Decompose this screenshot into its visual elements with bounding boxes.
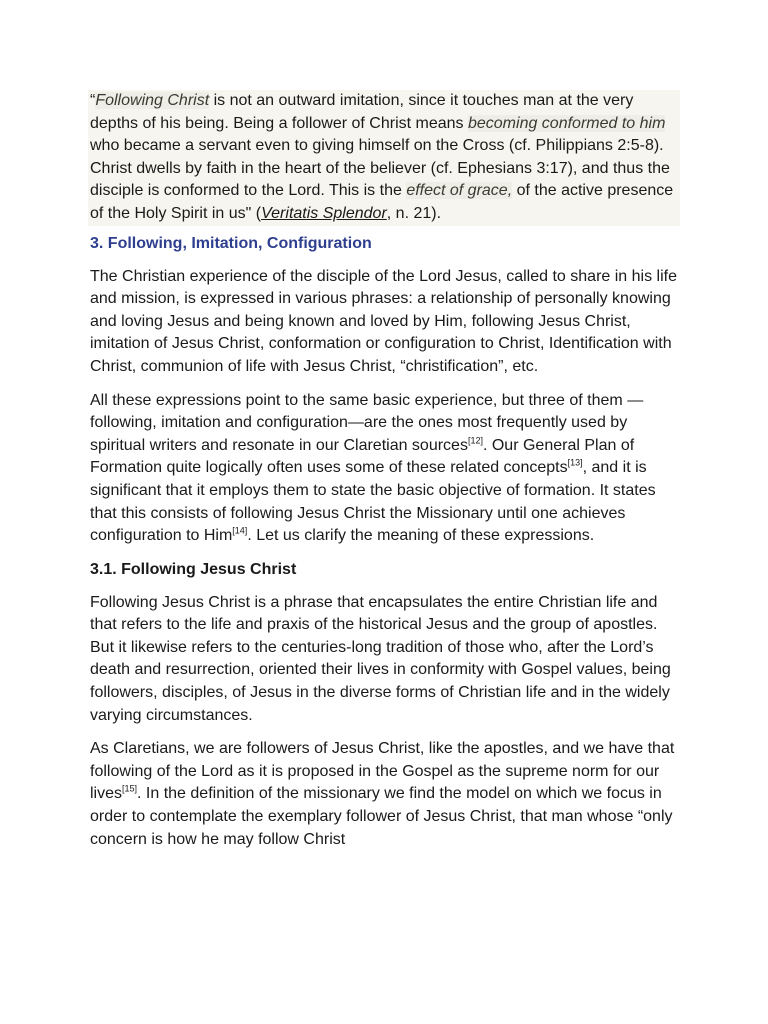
section-3-paragraph-2-text-3: , and it is significant that it employs them to state the basic objective of formation. It states that this consists of following Jesus Christ the Missionary until one achieves configuration to Him <box>90 459 656 545</box>
section-3-paragraph-2 <box>90 390 680 548</box>
quote-text-4: , n. 21). <box>386 204 442 222</box>
section-3-1-heading: 3.1. Following Jesus Christ <box>90 560 297 578</box>
section-3-paragraph-1: The Christian experience of the disciple of the Lord Jesus, called to share in his life and mission, is expressed in various phrases: a relationship of personally knowing and loving Jesus and being known and loved by Him, following Jesus Christ, imitation of Jesus Christ, conformation or configuration to Christ, Identification with Christ, communion of life with Jesus Christ, “christification”, etc. <box>90 267 677 375</box>
section-3-paragraph-2-text-1: All these expressions point to the same basic experience, but three of them —following, imitation and configuration—are the ones most frequently used by spiritual writers and resonate in our Claretian sources <box>90 391 644 454</box>
section-3-heading: 3. Following, Imitation, Configuration <box>90 234 372 252</box>
quote-source-link[interactable]: Veritatis Splendor <box>261 204 387 222</box>
document-page <box>90 90 680 862</box>
quote-emphasis-becoming-conformed: becoming conformed to him <box>467 114 666 132</box>
footnote-ref-12[interactable]: [12] <box>467 435 483 446</box>
section-3-1-paragraph-1: Following Jesus Christ is a phrase that encapsulates the entire Christian life and that refers to the life and praxis of the historical Jesus and the group of apostles. But it likewise refers to the centuries-long tradition of those who, after the Lord’s death and resurrection, oriented their lives in conformity with Gospel values, being followers, disciples, of Jesus in the diverse forms of Christian life and in the widely varying circumstances. <box>90 593 671 724</box>
quote-open-mark: “ <box>90 92 96 109</box>
quote-text-2: who became a servant even to giving himself on the Cross (cf. Philippians 2:5-8). Christ dwells by faith in the heart of the believer (cf. Ephesians 3:17), and thus the disciple is conformed to the Lord. This is the <box>90 137 670 200</box>
section-3-1-paragraph-2-text-2: . In the definition of the missionary we find the model on which we focus in order to contemplate the exemplary follower of Jesus Christ, that man whose “only concern is how he may follow Christ <box>90 785 673 848</box>
opening-quote <box>88 90 680 226</box>
quote-text-3: of the active presence of the Holy Spirit in us" ( <box>90 182 674 222</box>
footnote-ref-15[interactable]: [15] <box>122 784 138 795</box>
footnote-ref-14[interactable]: [14] <box>232 525 248 536</box>
section-3-1-paragraph-2 <box>90 738 680 851</box>
section-3-1-paragraph-2-text-1: As Claretians, we are followers of Jesus Christ, like the apostles, and we have that following of the Lord as it is proposed in the Gospel as the supreme norm for our lives <box>90 740 675 803</box>
quote-text-1: is not an outward imitation, since it touches man at the very depths of his being. Being a follower of Christ means <box>90 92 634 132</box>
section-3-paragraph-2-text-2: . Our General Plan of Formation quite logically often uses some of these related concepts <box>90 436 635 477</box>
quote-emphasis-effect-of-grace: effect of grace, <box>406 182 513 200</box>
footnote-ref-13[interactable]: [13] <box>567 457 583 468</box>
quote-emphasis-following-christ: Following Christ <box>95 92 210 109</box>
section-3-paragraph-2-text-4: . Let us clarify the meaning of these expressions. <box>247 527 595 545</box>
